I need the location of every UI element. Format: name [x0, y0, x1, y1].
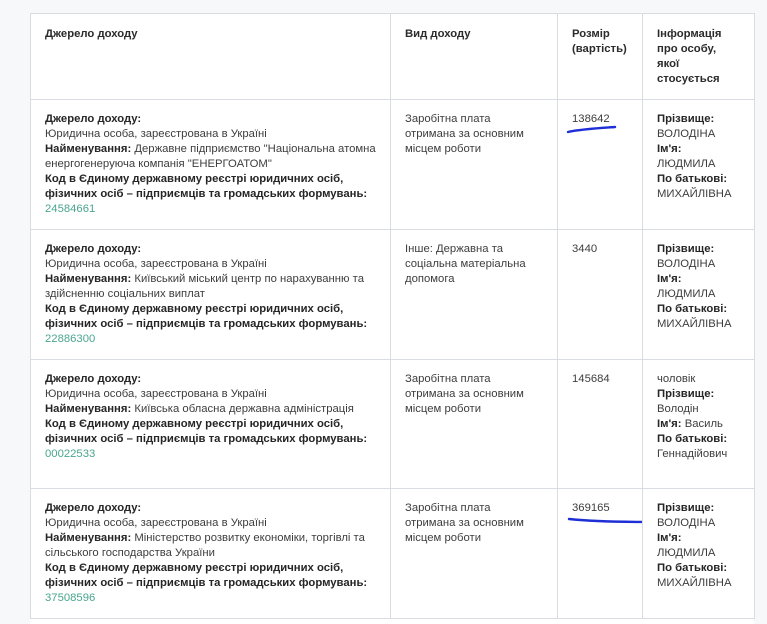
surname-value: ВОЛОДІНА	[657, 128, 716, 140]
income-source-cell	[31, 360, 391, 489]
patronymic-value: МИХАЙЛІВНА	[657, 577, 732, 589]
person-info-cell	[643, 100, 755, 230]
income-source-cell	[31, 100, 391, 230]
table-row	[31, 360, 755, 489]
income-type-cell: Заробітна плата отримана за основним місцем роботи	[391, 100, 558, 230]
source-label: Джерело доходу:	[45, 113, 142, 125]
person-info-cell	[643, 489, 755, 619]
table-header-row	[31, 14, 755, 100]
income-table	[30, 13, 755, 619]
first-name-value: ЛЮДМИЛА	[657, 547, 716, 559]
first-name-label: Ім'я:	[657, 143, 682, 155]
declaration-income-table-sheet	[30, 13, 754, 624]
patronymic-value: МИХАЙЛІВНА	[657, 318, 732, 330]
source-label: Джерело доходу:	[45, 502, 142, 514]
surname-label: Прізвище:	[657, 502, 715, 514]
code-label: Код в Єдиному державному реєстрі юридичних осіб, фізичних осіб – підприємців та громадських формувань:	[45, 303, 368, 330]
organization-name: Київський міський центр по нарахуванню та здійсненню соціальних виплат	[45, 273, 364, 300]
income-source-cell	[31, 230, 391, 360]
code-label: Код в Єдиному державному реєстрі юридичних осіб, фізичних осіб – підприємців та громадських формувань:	[45, 418, 368, 445]
amount-cell	[558, 360, 643, 489]
source-kind: Юридична особа, зареєстрована в Україні	[45, 258, 267, 270]
table-row	[31, 489, 755, 619]
person-info-cell	[643, 230, 755, 360]
person-info-cell	[643, 360, 755, 489]
header-amount: Розмір (вартість)	[558, 14, 643, 100]
name-label: Найменування:	[45, 273, 132, 285]
registry-code: 24584661	[45, 203, 96, 215]
source-kind: Юридична особа, зареєстрована в Україні	[45, 517, 267, 529]
organization-name: Київська обласна державна адміністрація	[134, 403, 354, 415]
organization-name: Міністерство розвитку економіки, торгівлі та сільського господарства України	[45, 532, 365, 559]
handwritten-underline	[568, 513, 643, 527]
patronymic-label: По батькові:	[657, 562, 728, 574]
first-name-value: ЛЮДМИЛА	[657, 158, 716, 170]
amount-cell	[558, 489, 643, 619]
header-person-info: Інформація про особу, якої стосується	[643, 14, 755, 100]
income-source-cell	[31, 489, 391, 619]
patronymic-label: По батькові:	[657, 173, 728, 185]
surname-label: Прізвище:	[657, 243, 715, 255]
table-row	[31, 230, 755, 360]
amount-value: 138642	[572, 113, 610, 125]
first-name-label: Ім'я:	[657, 273, 682, 285]
table-row	[31, 100, 755, 230]
surname-value: Володін	[657, 403, 699, 415]
patronymic-label: По батькові:	[657, 303, 728, 315]
handwritten-underline	[567, 126, 617, 136]
source-label: Джерело доходу:	[45, 373, 142, 385]
registry-code: 00022533	[45, 448, 96, 460]
header-income-type: Вид доходу	[391, 14, 558, 100]
patronymic-value: Геннадійович	[657, 448, 728, 460]
amount-value: 3440	[572, 243, 598, 255]
source-kind: Юридична особа, зареєстрована в Україні	[45, 128, 267, 140]
header-income-source: Джерело доходу	[31, 14, 391, 100]
surname-value: ВОЛОДІНА	[657, 258, 716, 270]
income-type-cell: Заробітна плата отримана за основним місцем роботи	[391, 489, 558, 619]
income-type-cell: Заробітна плата отримана за основним місцем роботи	[391, 360, 558, 489]
name-label: Найменування:	[45, 532, 132, 544]
first-name-value: ЛЮДМИЛА	[657, 288, 716, 300]
code-label: Код в Єдиному державному реєстрі юридичних осіб, фізичних осіб – підприємців та громадських формувань:	[45, 562, 368, 589]
source-kind: Юридична особа, зареєстрована в Україні	[45, 388, 267, 400]
registry-code: 37508596	[45, 592, 96, 604]
amount-cell	[558, 230, 643, 360]
income-type-cell: Інше: Державна та соціальна матеріальна допомога	[391, 230, 558, 360]
source-label: Джерело доходу:	[45, 243, 142, 255]
amount-value: 145684	[572, 373, 610, 385]
amount-cell	[558, 100, 643, 230]
patronymic-value: МИХАЙЛІВНА	[657, 188, 732, 200]
registry-code: 22886300	[45, 333, 96, 345]
patronymic-label: По батькові:	[657, 433, 728, 445]
name-label: Найменування:	[45, 143, 132, 155]
code-label: Код в Єдиному державному реєстрі юридичних осіб, фізичних осіб – підприємців та громадських формувань:	[45, 173, 368, 200]
surname-label: Прізвище:	[657, 388, 715, 400]
relation-value: чоловік	[657, 373, 696, 385]
name-label: Найменування:	[45, 403, 132, 415]
amount-value: 369165	[572, 502, 610, 514]
first-name-label: Ім'я:	[657, 532, 682, 544]
surname-value: ВОЛОДІНА	[657, 517, 716, 529]
organization-name: Державне підприємство "Національна атомна енергогенеруюча компанія "ЕНЕРГОАТОМ"	[45, 143, 376, 170]
surname-label: Прізвище:	[657, 113, 715, 125]
first-name-value: Василь	[684, 418, 723, 430]
first-name-label: Ім'я:	[657, 418, 682, 430]
